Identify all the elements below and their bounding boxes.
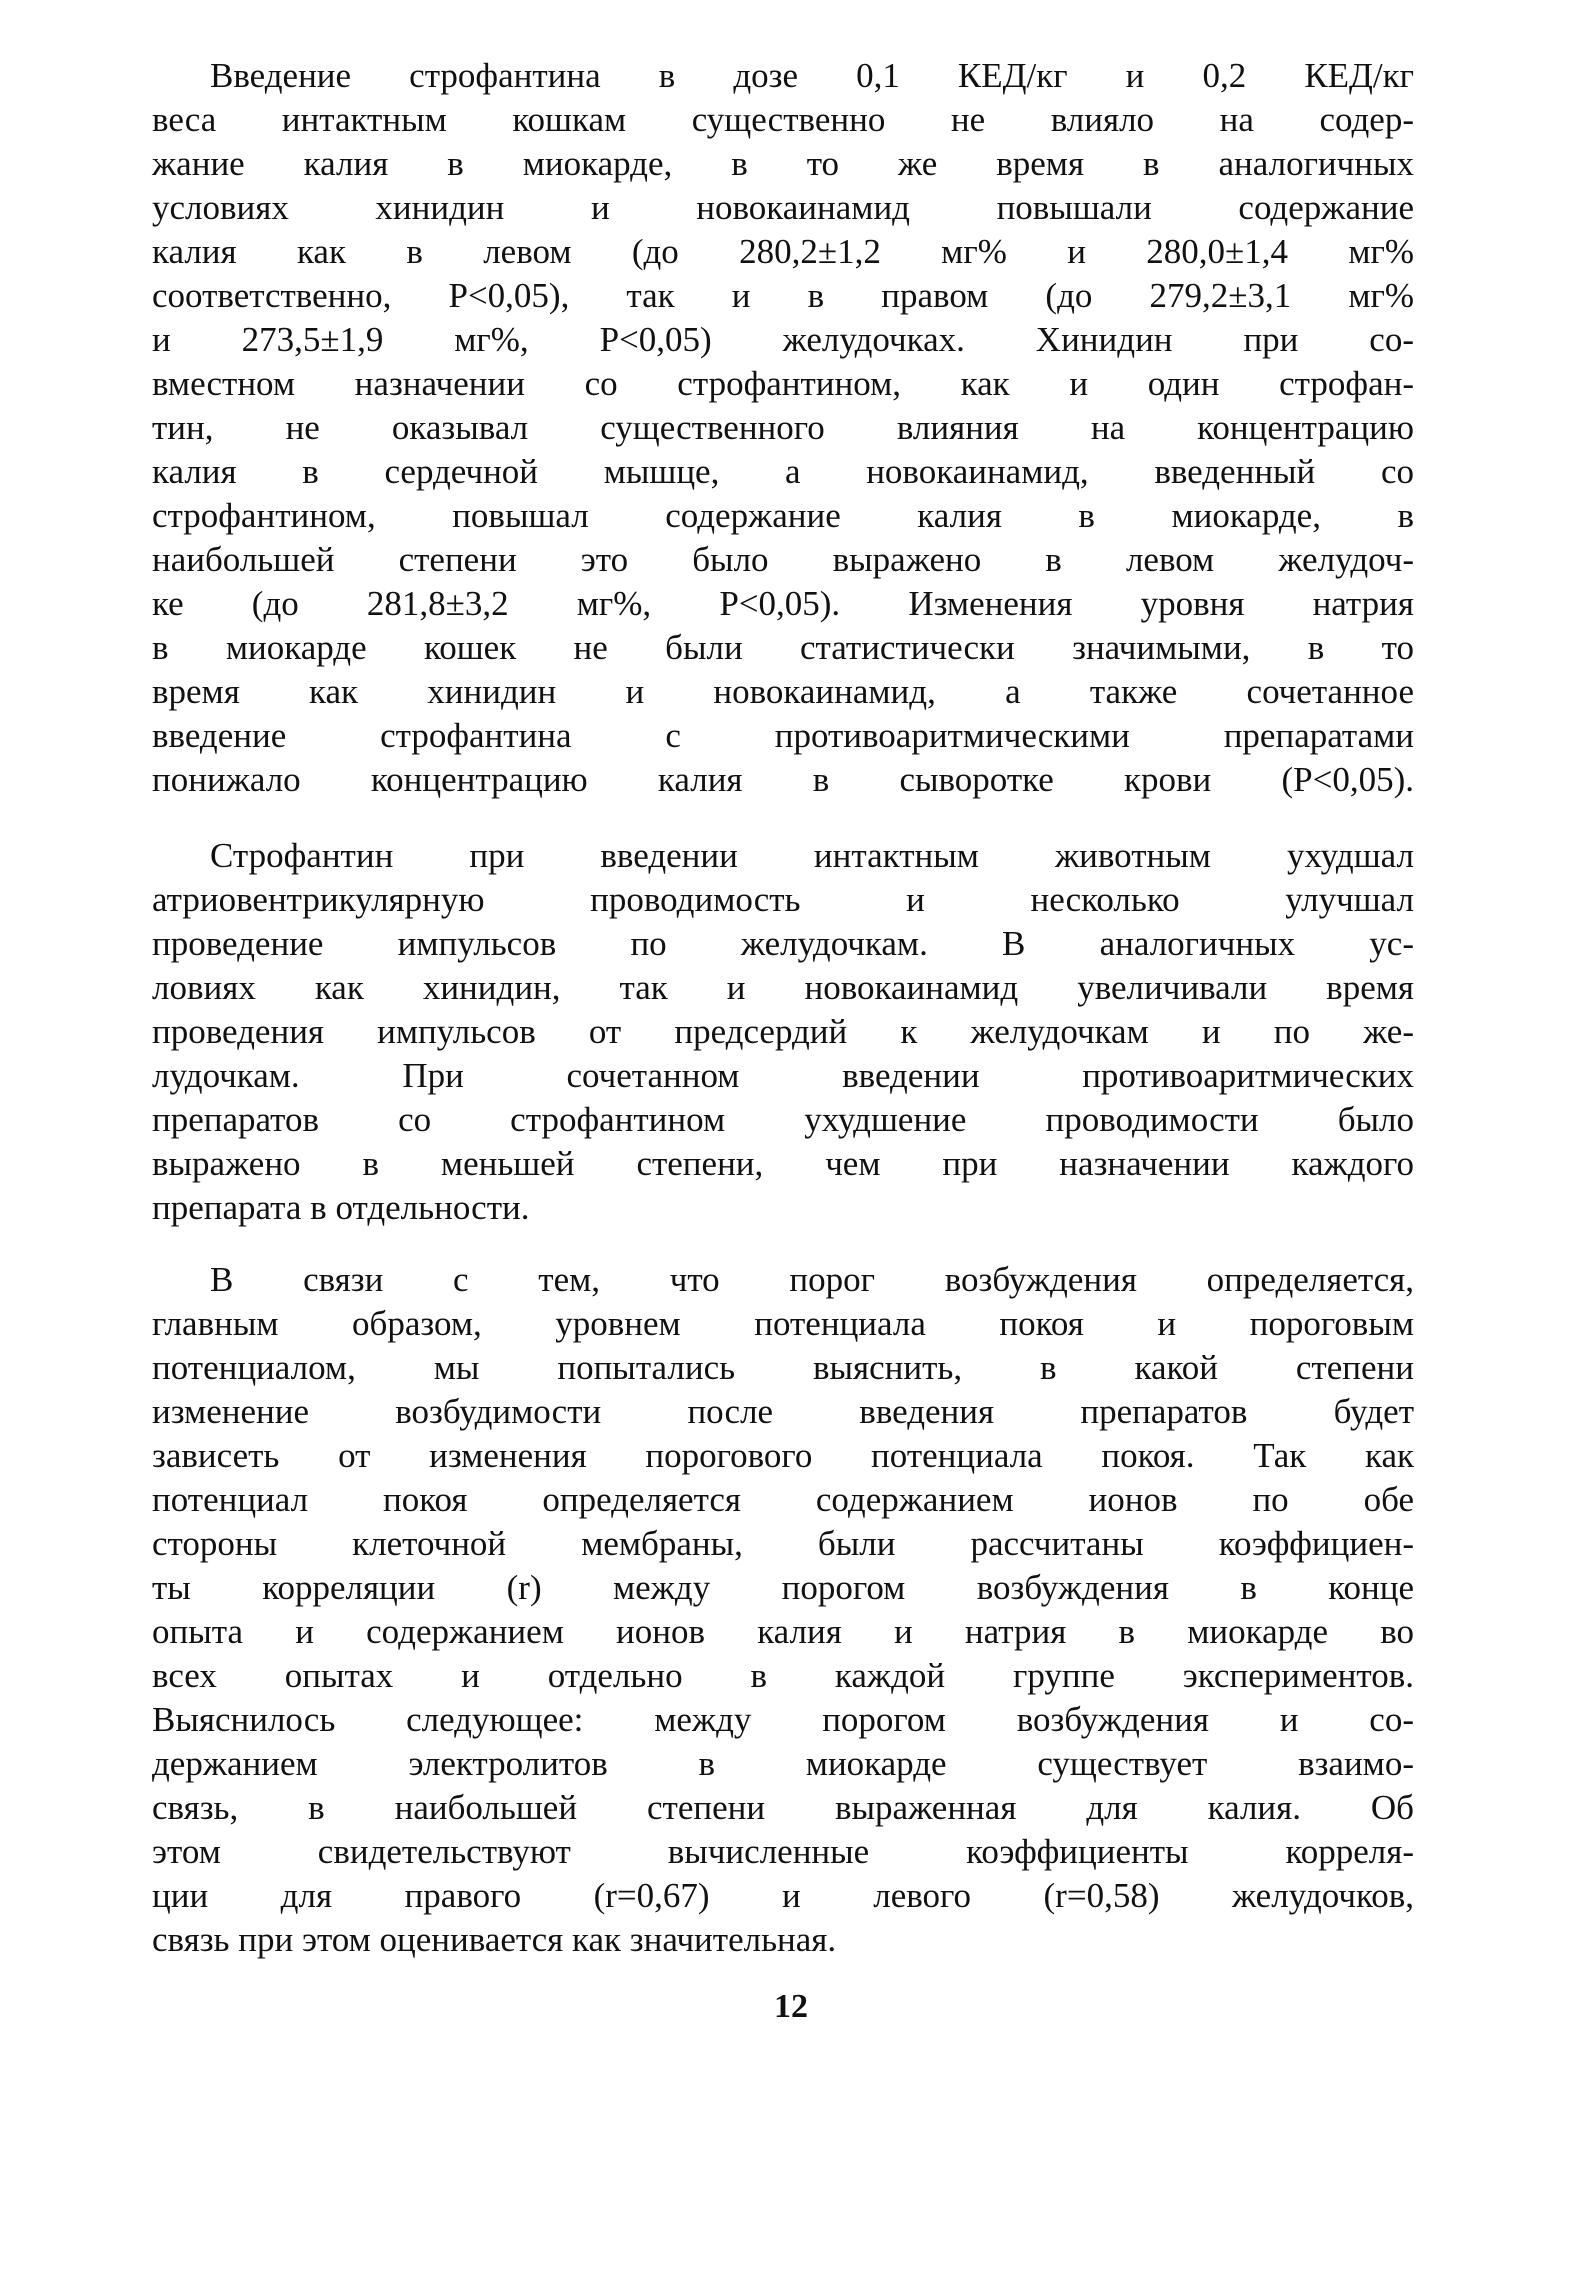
text-line: Строфантин при введении интактным животным ухудшал: [210, 836, 1414, 875]
paragraph-conduction: [152, 834, 1414, 1230]
text-line: стороны клеточной мембраны, были рассчитаны коэффициен-: [152, 1524, 1414, 1563]
text-line: В связи с тем, что порог возбуждения определяется,: [210, 1260, 1414, 1299]
text-line: выражено в меньшей степени, чем при назначении каждого: [152, 1144, 1414, 1183]
text-line: веса интактным кошкам существенно не влияло на содер-: [152, 100, 1414, 139]
text-line: наибольшей степени это было выражено в левом желудоч-: [152, 540, 1414, 579]
text-line: связь при этом оценивается как значительная.: [152, 1920, 837, 1959]
text-line: ции для правого (r=0,67) и левого (r=0,58) желудочков,: [152, 1876, 1414, 1915]
text-line: в миокарде кошек не были статистически значимыми, в то: [152, 628, 1414, 667]
text-line: жание калия в миокарде, в то же время в аналогичных: [152, 144, 1414, 183]
text-line: держанием электролитов в миокарде существует взаимо-: [152, 1744, 1414, 1783]
text-line: лудочкам. При сочетанном введении противоаритмических: [152, 1056, 1414, 1095]
text-line: потенциал покоя определяется содержанием ионов по обе: [152, 1480, 1414, 1519]
text-line: условиях хинидин и новокаинамид повышали содержание: [152, 188, 1414, 227]
text-line: потенциалом, мы попытались выяснить, в какой степени: [152, 1348, 1414, 1387]
text-line: понижало концентрацию калия в сыворотке крови (Р<0,05).: [152, 760, 1414, 799]
text-line: и 273,5±1,9 мг%, Р<0,05) желудочках. Хинидин при со-: [152, 320, 1414, 359]
text-line: проведения импульсов от предсердий к желудочкам и по же-: [152, 1012, 1414, 1051]
text-line: калия в сердечной мышце, а новокаинамид, введенный со: [152, 452, 1414, 491]
text-line: связь, в наибольшей степени выраженная для калия. Об: [152, 1788, 1414, 1827]
text-line: препаратов со строфантином ухудшение проводимости было: [152, 1100, 1414, 1139]
text-line: опыта и содержанием ионов калия и натрия в миокарде во: [152, 1612, 1414, 1651]
text-line: всех опытах и отдельно в каждой группе экспериментов.: [152, 1656, 1414, 1695]
text-line: соответственно, Р<0,05), так и в правом (до 279,2±3,1 мг%: [152, 276, 1414, 315]
text-line: ты корреляции (r) между порогом возбуждения в конце: [152, 1568, 1414, 1607]
text-line: препарата в отдельности.: [152, 1188, 530, 1227]
text-line: атриовентрикулярную проводимость и несколько улучшал: [152, 880, 1414, 919]
paragraph-potassium-content: [152, 54, 1414, 802]
text-line: введение строфантина с противоаритмическими препаратами: [152, 716, 1414, 755]
text-line: этом свидетельствуют вычисленные коэффициенты корреля-: [152, 1832, 1414, 1871]
text-line: Введение строфантина в дозе 0,1 КЕД/кг и 0,2 КЕД/кг: [210, 56, 1414, 95]
text-line: строфантином, повышал содержание калия в миокарде, в: [152, 496, 1414, 535]
text-line: время как хинидин и новокаинамид, а также сочетанное: [152, 672, 1414, 711]
text-line: вместном назначении со строфантином, как и один строфан-: [152, 364, 1414, 403]
text-line: ловиях как хинидин, так и новокаинамид увеличивали время: [152, 968, 1414, 1007]
text-line: тин, не оказывал существенного влияния на концентрацию: [152, 408, 1414, 447]
text-line: зависеть от изменения порогового потенциала покоя. Так как: [152, 1436, 1414, 1475]
text-line: ке (до 281,8±3,2 мг%, Р<0,05). Изменения уровня натрия: [152, 584, 1414, 623]
text-line: изменение возбудимости после введения препаратов будет: [152, 1392, 1414, 1431]
text-line: проведение импульсов по желудочкам. В аналогичных ус-: [152, 924, 1414, 963]
text-line: главным образом, уровнем потенциала покоя и пороговым: [152, 1304, 1414, 1343]
page-number: 12: [774, 1988, 808, 2025]
paragraph-correlation: [152, 1258, 1414, 1962]
text-line: Выяснилось следующее: между порогом возбуждения и со-: [152, 1700, 1414, 1739]
text-line: калия как в левом (до 280,2±1,2 мг% и 280,0±1,4 мг%: [152, 232, 1414, 271]
